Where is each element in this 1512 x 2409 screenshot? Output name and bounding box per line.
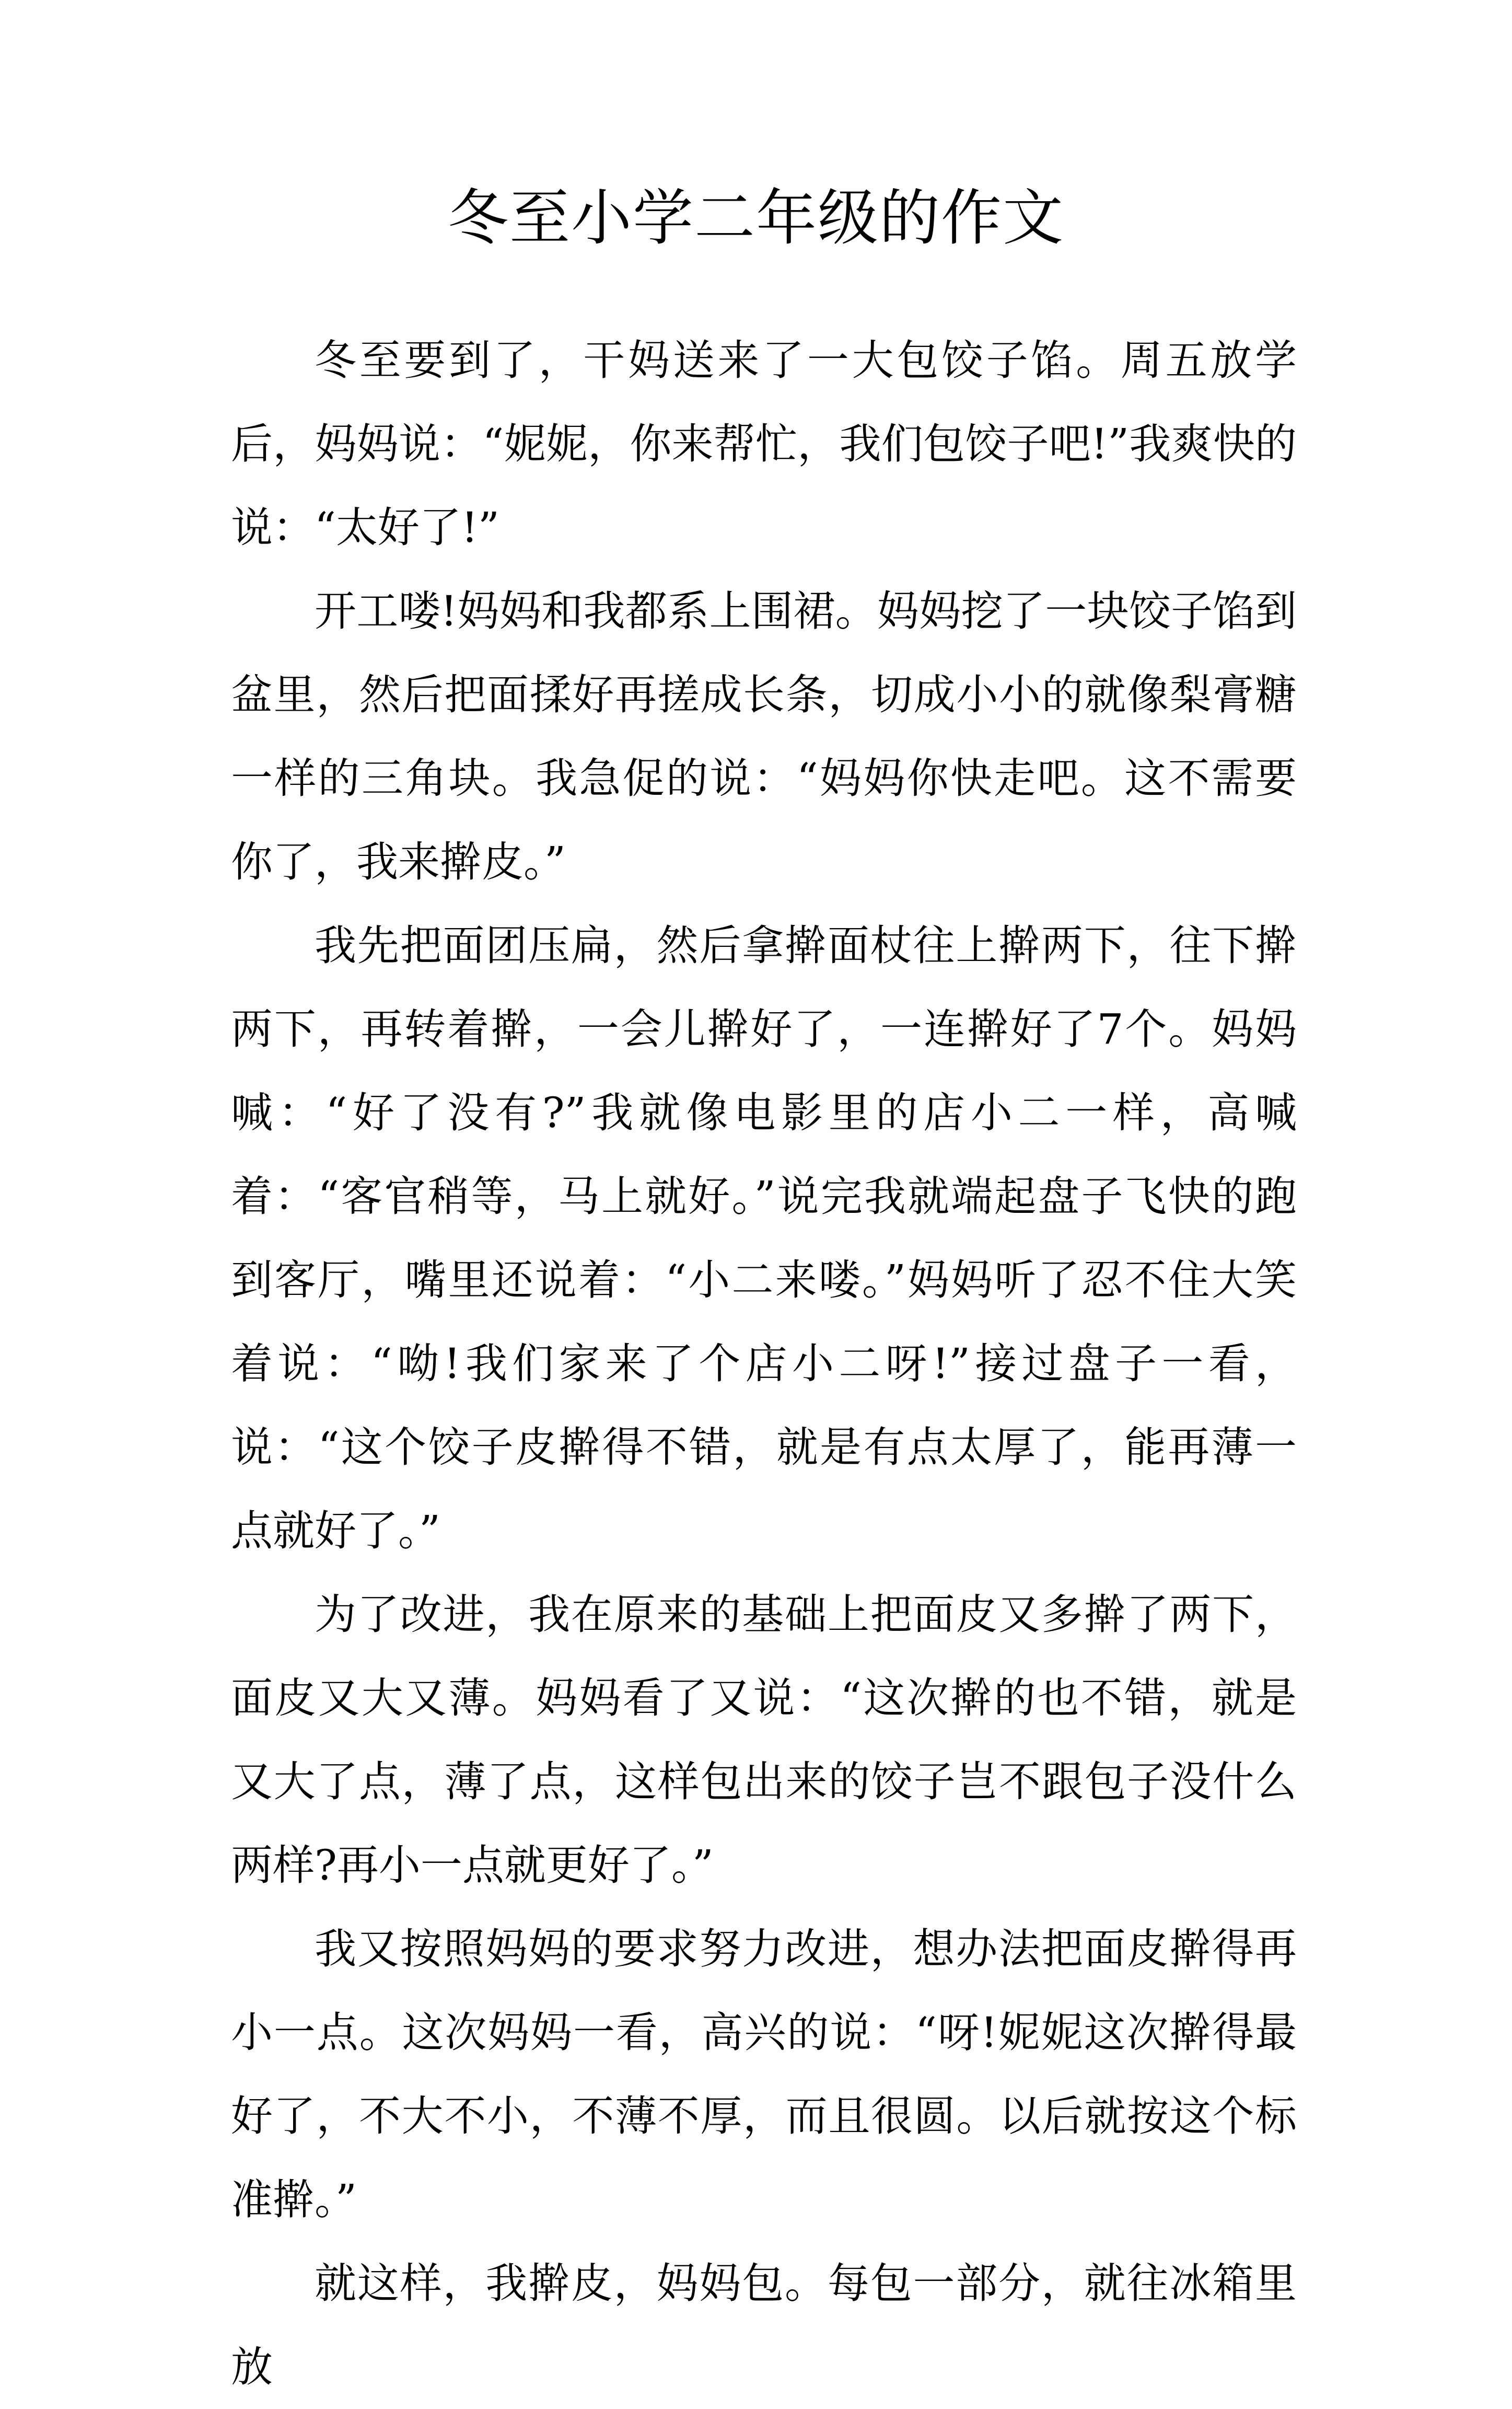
paragraph-1: 冬至要到了，干妈送来了一大包饺子馅。周五放学后，妈妈说：“妮妮，你来帮忙，我们包饺子吧!”我爽快的说：“太好了!” bbox=[231, 336, 1297, 552]
paragraph-3: 我先把面团压扁，然后拿擀面杖往上擀两下，往下擀两下，再转着擀，一会儿擀好了，一连擀好了7个。妈妈喊：“好了没有?”我就像电影里的店小二一样，高喊着：“客官稍等，马上就好。”说完我就端起盘子飞快的跑到客厅，嘴里还说着：“小二来喽。”妈妈听了忍不住大笑着说：“呦!我们家来了个店小二呀!”接过盘子一看，说：“这个饺子皮擀得不错，就是有点太厚了，能再薄一点就好了。” bbox=[231, 921, 1297, 1555]
paragraph-6: 就这样，我擀皮，妈妈包。每包一部分，就往冰箱里放 bbox=[231, 2259, 1297, 2391]
paragraph-5: 我又按照妈妈的要求努力改进，想办法把面皮擀得再小一点。这次妈妈一看，高兴的说：“呀!妮妮这次擀得最好了，不大不小，不薄不厚，而且很圆。以后就按这个标准擀。” bbox=[231, 1925, 1297, 2224]
paragraph-2: 开工喽!妈妈和我都系上围裙。妈妈挖了一块饺子馅到盆里，然后把面揉好再搓成长条，切成小小的就像梨膏糖一样的三角块。我急促的说：“妈妈你快走吧。这不需要你了，我来擀皮。” bbox=[231, 587, 1297, 886]
document-title: 冬至小学二年级的作文 bbox=[448, 183, 1064, 253]
document-body bbox=[231, 319, 1297, 2409]
paragraph-4: 为了改进，我在原来的基础上把面皮又多擀了两下，面皮又大又薄。妈妈看了又说：“这次擀的也不错，就是又大了点，薄了点，这样包出来的饺子岂不跟包子没什么两样?再小一点就更好了。” bbox=[231, 1590, 1297, 1890]
